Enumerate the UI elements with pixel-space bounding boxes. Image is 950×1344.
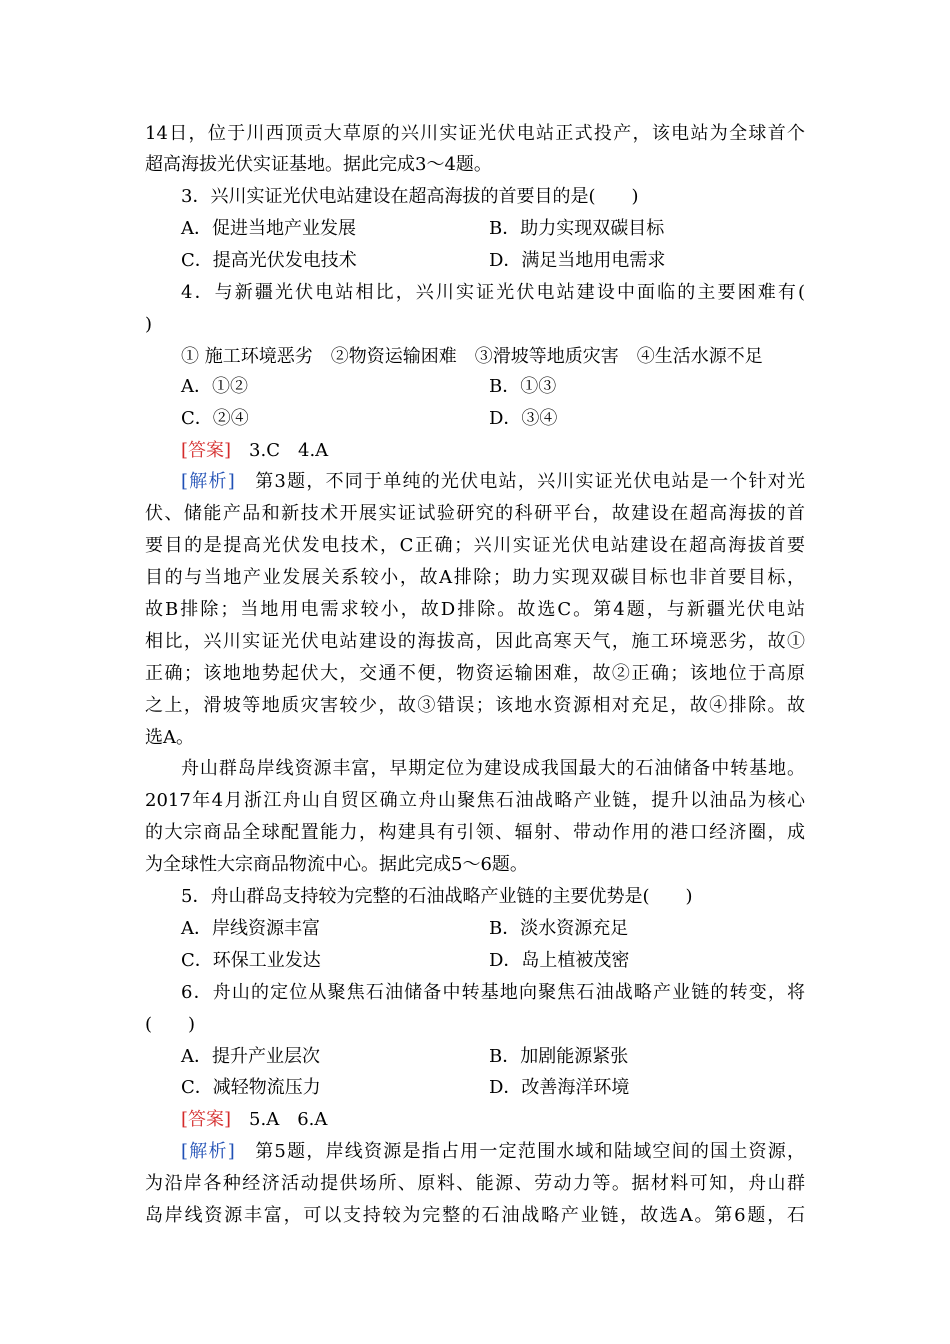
answer-2-tag: [答案] (181, 1109, 232, 1130)
q3-options-row-1 (0, 214, 950, 244)
analysis-2-tag: [解析] (181, 1141, 235, 1162)
intro2-line-3: 的大宗商品全球配置能力，构建具有引领、辐射、带动作用的港口经济圈，成 (145, 822, 805, 843)
intro1-line-2: 超高海拔光伏实证基地。据此完成3～4题。 (145, 154, 492, 175)
analysis-2-line-1 (181, 1137, 805, 1167)
q5-stem: 5．舟山群岛支持较为完整的石油战略产业链的主要优势是( ) (181, 886, 693, 907)
analysis-1-line-5: 故B排除；当地用电需求较小，故D排除。故选C。第4题，与新疆光伏电站 (145, 599, 805, 620)
q4-options-row-2 (0, 404, 950, 434)
q3-option-d: D．满足当地用电需求 (489, 250, 666, 271)
answer-1-text: 3.C 4.A (249, 440, 329, 461)
q4-items: ① 施工环境恶劣 ②物资运输困难 ③滑坡等地质灾害 ④生活水源不足 (181, 346, 763, 367)
analysis-1-line-6: 相比，兴川实证光伏电站建设的海拔高，因此高寒天气，施工环境恶劣，故① (145, 631, 805, 652)
analysis-1-text-1: 第3题，不同于单纯的光伏电站，兴川实证光伏电站是一个针对光 (255, 471, 806, 492)
analysis-2-line-2: 为沿岸各种经济活动提供场所、原料、能源、劳动力等。据材料可知，舟山群 (145, 1173, 805, 1194)
q6-option-d: D．改善海洋环境 (489, 1077, 630, 1098)
q4-option-d: D．③④ (489, 408, 558, 429)
q6-stem-line-2: ( ) (145, 1014, 196, 1035)
intro1-line-1: 14日，位于川西顶贡大草原的兴川实证光伏电站正式投产，该电站为全球首个 (145, 123, 805, 144)
q4-option-a: A．①② (181, 376, 248, 397)
q5-option-b: B．淡水资源充足 (489, 918, 629, 939)
intro2-line-4: 为全球性大宗商品物流中心。据此完成5～6题。 (145, 854, 528, 875)
analysis-1-line-8: 之上，滑坡等地质灾害较少，故③错误；该地水资源相对充足，故④排除。故 (145, 695, 805, 716)
answer-2-text: 5.A 6.A (249, 1109, 328, 1130)
q3-stem: 3．兴川实证光伏电站建设在超高海拔的首要目的是( ) (181, 186, 639, 207)
q4-stem-line-1: 4．与新疆光伏电站相比，兴川实证光伏电站建设中面临的主要困难有( (181, 282, 805, 303)
q4-option-c: C．②④ (181, 408, 249, 429)
analysis-1-line-9: 选A。 (145, 727, 194, 748)
q3-options-row-2 (0, 246, 950, 276)
intro2-line-1: 舟山群岛岸线资源丰富，早期定位为建设成我国最大的石油储备中转基地。 (181, 758, 805, 779)
q6-option-c: C．减轻物流压力 (181, 1077, 321, 1098)
analysis-2-line-3: 岛岸线资源丰富，可以支持较为完整的石油战略产业链，故选A。第6题，石 (145, 1205, 805, 1226)
answer-1 (181, 436, 805, 466)
analysis-1-line-4: 目的与当地产业发展关系较小，故A排除；助力实现双碳目标也非首要目标， (145, 567, 805, 588)
analysis-1-line-2: 伏、储能产品和新技术开展实证试验研究的科研平台，故建设在超高海拔的首 (145, 503, 805, 524)
analysis-1-line-3: 要目的是提高光伏发电技术，C正确；兴川实证光伏电站建设在超高海拔首要 (145, 535, 805, 556)
q5-options-row-1 (0, 914, 950, 944)
q5-option-d: D．岛上植被茂密 (489, 950, 630, 971)
q5-options-row-2 (0, 946, 950, 976)
answer-2 (181, 1105, 805, 1135)
q4-options-row-1 (0, 372, 950, 402)
q6-option-b: B．加剧能源紧张 (489, 1046, 629, 1067)
analysis-1-tag: [解析] (181, 471, 235, 492)
q4-option-b: B．①③ (489, 376, 557, 397)
q3-option-c: C．提高光伏发电技术 (181, 250, 357, 271)
analysis-1-line-7: 正确；该地地势起伏大，交通不便，物资运输困难，故②正确；该地位于高原 (145, 663, 805, 684)
analysis-1-line-1 (181, 467, 805, 497)
q5-option-a: A．岸线资源丰富 (181, 918, 320, 939)
q6-options-row-2 (0, 1073, 950, 1103)
analysis-2-text-1: 第5题，岸线资源是指占用一定范围水域和陆域空间的国土资源， (255, 1141, 806, 1162)
answer-1-tag: [答案] (181, 440, 232, 461)
q6-options-row-1 (0, 1042, 950, 1072)
q3-option-b: B．助力实现双碳目标 (489, 218, 665, 239)
q3-option-a: A．促进当地产业发展 (181, 218, 356, 239)
q4-stem-line-2: ) (145, 314, 153, 335)
q6-stem-line-1: 6．舟山的定位从聚焦石油储备中转基地向聚焦石油战略产业链的转变，将 (181, 982, 805, 1003)
q5-option-c: C．环保工业发达 (181, 950, 321, 971)
q6-option-a: A．提升产业层次 (181, 1046, 320, 1067)
intro2-line-2: 2017年4月浙江舟山自贸区确立舟山聚焦石油战略产业链，提升以油品为核心 (145, 790, 805, 811)
